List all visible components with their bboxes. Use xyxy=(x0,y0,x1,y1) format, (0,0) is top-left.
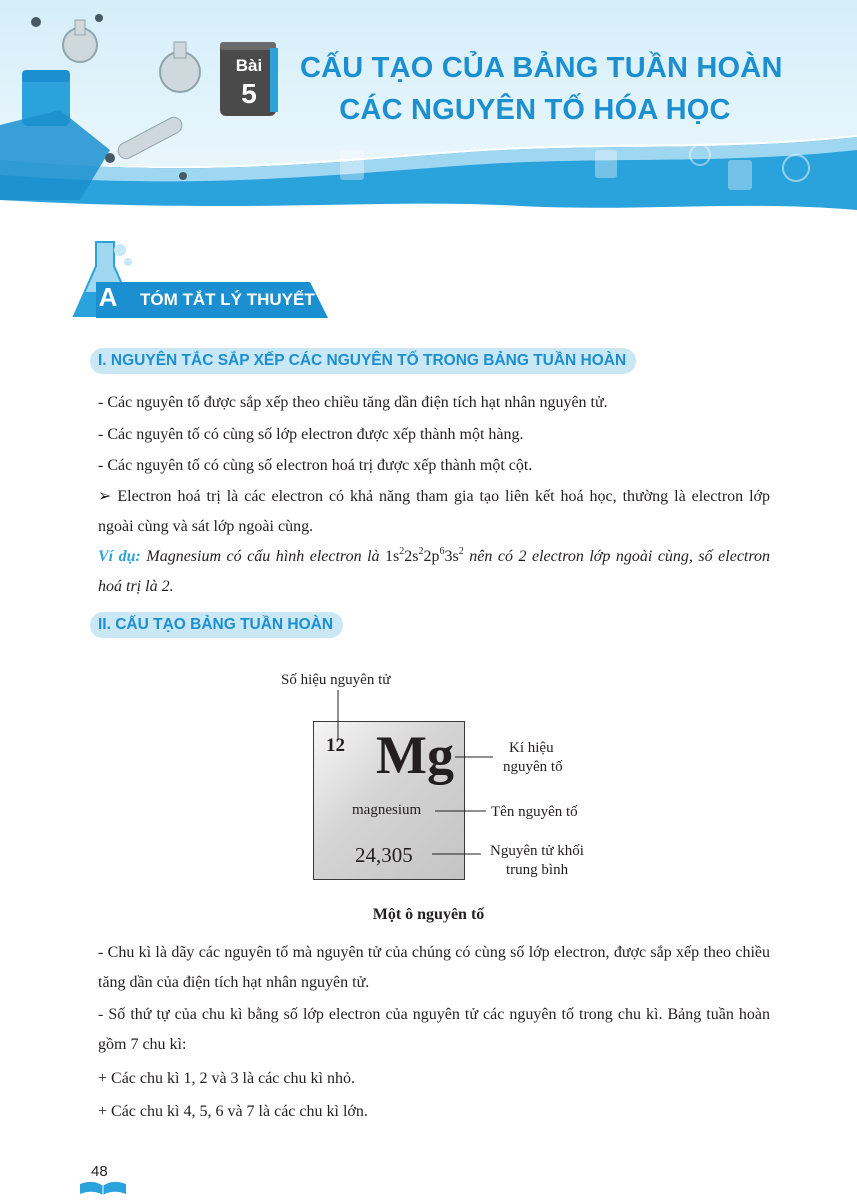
part-1-heading: I. NGUYÊN TẮC SẮP XẾP CÁC NGUYÊN TỐ TRONG BẢNG TUẦN HOÀN xyxy=(90,348,636,374)
part-2-line-1: - Chu kì là dãy các nguyên tố mà nguyên tử của chúng có cùng số lớp electron, được sắp xếp theo chiều tăng dần của điện tích hạt nhân nguyên tử. xyxy=(98,944,770,991)
page-number: 48 xyxy=(91,1163,108,1180)
mass-label-line-1: Nguyên tử khối xyxy=(490,843,584,859)
part-1-valence-note: ➢ Electron hoá trị là các electron có khả năng tham gia tạo liên kết hoá học, thường là electron lớp ngoài cùng và sát lớp ngoài cùng. xyxy=(98,488,770,535)
lesson-label: Bài xyxy=(235,56,263,75)
part-1-line-1: - Các nguyên tố được sắp xếp theo chiều tăng dần điện tích hạt nhân nguyên tử. xyxy=(98,394,608,411)
section-a-title: TÓM TẮT LÝ THUYẾT xyxy=(140,290,315,309)
part-2-line-4: + Các chu kì 4, 5, 6 và 7 là các chu kì lớn. xyxy=(98,1103,368,1120)
electron-configuration: $1s^22s^22p^63s^2$ xyxy=(385,545,464,565)
example-label: Ví dụ: xyxy=(98,548,141,565)
symbol-label-line-2: nguyên tố xyxy=(503,759,563,775)
part-2-line-2: - Số thứ tự của chu kì bằng số lớp electron của nguyên tử các nguyên tố trong chu kì. Bảng tuần hoàn gồm 7 chu kì: xyxy=(98,1006,770,1053)
part-1-line-2: - Các nguyên tố có cùng số lớp electron được xếp thành một hàng. xyxy=(98,426,524,443)
part-1-example xyxy=(98,542,770,602)
figure-caption: Một ô nguyên tố xyxy=(372,906,485,923)
atomic-number-label: Số hiệu nguyên tử xyxy=(281,672,391,688)
symbol-label-line-1: Kí hiệu xyxy=(509,740,554,756)
example-text-after: nên có 2 electron lớp ngoài cùng, số electron hoá trị là 2. xyxy=(98,548,770,595)
part-1-line-3: - Các nguyên tố có cùng số electron hoá trị được xếp thành một cột. xyxy=(98,457,533,474)
name-label: Tên nguyên tố xyxy=(491,804,578,820)
tile-atomic-mass: 24,305 xyxy=(355,843,413,867)
open-book-icon xyxy=(78,1180,128,1196)
tile-element-name: magnesium xyxy=(352,802,422,818)
lesson-title-line-1: CẤU TẠO CỦA BẢNG TUẦN HOÀN xyxy=(300,52,783,84)
lesson-number: 5 xyxy=(241,78,257,109)
tile-atomic-number: 12 xyxy=(326,735,345,756)
lesson-title-line-2: CÁC NGUYÊN TỐ HÓA HỌC xyxy=(339,94,731,126)
tile-symbol: Mg xyxy=(376,725,454,785)
part-2-heading: II. CẤU TẠO BẢNG TUẦN HOÀN xyxy=(90,612,343,638)
section-a-letter: A xyxy=(98,282,118,312)
mass-label-line-2: trung bình xyxy=(506,862,569,878)
example-text-before: Magnesium có cấu hình electron là xyxy=(140,548,386,565)
part-2-line-3: + Các chu kì 1, 2 và 3 là các chu kì nhỏ. xyxy=(98,1070,355,1087)
